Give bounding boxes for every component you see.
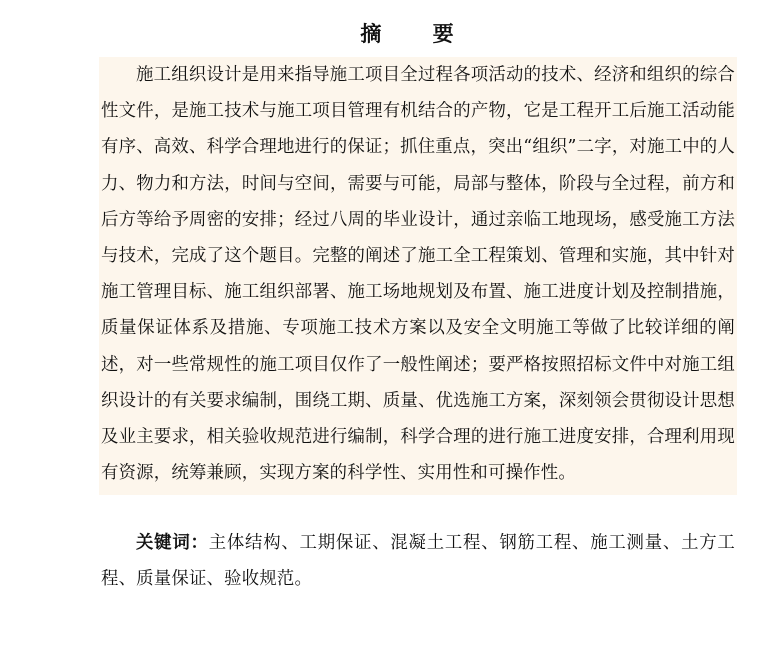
keywords-text: 主体结构、工期保证、混凝土工程、钢筋工程、施工测量、土方工程、质量保证、验收规范。 (101, 533, 735, 590)
abstract-paragraph: 施工组织设计是用来指导施工项目全过程各项活动的技术、经济和组织的综合性文件，是施工技术与施工项目管理有机结合的产物，它是工程开工后施工活动能有序、高效、科学合理地进行的保证；抓住重点，突出“组织”二字，对施工中的人力、物力和方法，时间与空间，需要与可能，局部与整体，阶段与全过程，前方和后方等给予周密的安排；经过八周的毕业设计，通过亲临工地现场，感受施工方法与技术，完成了这个题目。完整的阐述了施工全工程策划、管理和实施，其中针对施工管理目标、施工组织部署、施工场地规划及布置、施工进度计划及控制措施，质量保证体系及措施、专项施工技术方案以及安全文明施工等做了比较详细的阐述，对一些常规性的施工项目仅作了一般性阐述；要严格按照招标文件中对施工组织设计的有关要求编制，围绕工期、质量、优选施工方案，深刻领会贯彻设计思想及业主要求，相关验收规范进行编制，科学合理的进行施工进度安排，合理利用现有资源，统筹兼顾，实现方案的科学性、实用性和可操作性。 (99, 57, 737, 495)
page-title: 摘 要 (360, 22, 476, 46)
keywords-label: 关键词： (136, 533, 209, 553)
keywords-paragraph (99, 525, 737, 597)
